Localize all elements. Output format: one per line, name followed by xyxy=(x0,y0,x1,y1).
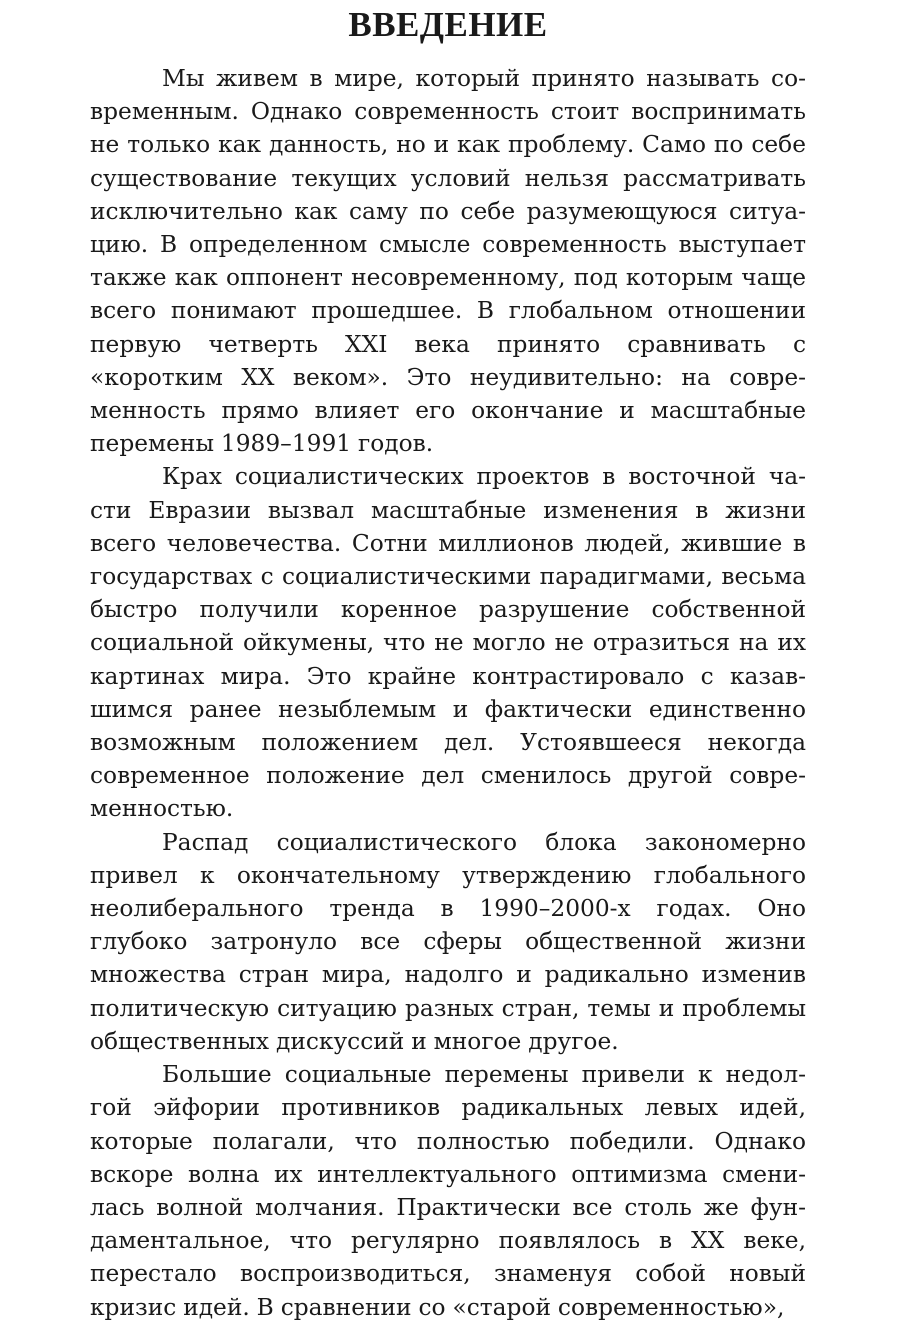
chapter-title: ВВЕДЕНИЕ xyxy=(348,5,548,44)
paragraph: Распад социалистического блока закономерно привел к окончательному утверждению глобального неолиберального тренда в 1990–2000-х годах. Оно глубоко затронуло все сферы общественной жизни множества стран мира, надолго и радикально изменив политическую ситуацию разных стран, темы и проблемы общественных дискуссий и многое другое. xyxy=(90,828,806,1055)
paragraph: Большие социальные перемены привели к недолгой эйфории противников радикальных левых идей, которые полагали, что полностью победили. Однако вскоре волна их интеллектуального оптимизма сменилась волной молчания. Практически все столь же фундаментальное, что регулярно появлялось в XX веке, перестало воспроизводиться, знаменуя собой новый кризис идей. В сравнении со «старой современностью», xyxy=(90,1061,806,1321)
paragraph: Мы живем в мире, который принято называть современным. Однако современность стоит воспринимать не только как данность, но и как проблему. Само по себе существование текущих условий нельзя рассматривать исключительно как саму по себе разумеющуюся ситуацию. В определенном смысле современность выступает также как оппонент несовременному, под которым чаще всего понимают прошедшее. В глобальном отношении первую четверть XXI века принято сравнивать с «коротким XX веком». Это неудивительно: на современность прямо влияет его окончание и масштабные перемены 1989–1991 годов. xyxy=(90,65,806,458)
body-text xyxy=(90,62,806,1324)
paragraph: Крах социалистических проектов в восточной части Евразии вызвал масштабные изменения в жизни всего человечества. Сотни миллионов людей, жившие в государствах с социалистическими парадигмами, весьма быстро получили коренное разрушение собственной социальной ойкумены, что не могло не отразиться на их картинах мира. Это крайне контрастировало с казавшимся ранее незыблемым и фактически единственно возможным положением дел. Устоявшееся некогда современное положение дел сменилось другой современностью. xyxy=(90,463,806,823)
